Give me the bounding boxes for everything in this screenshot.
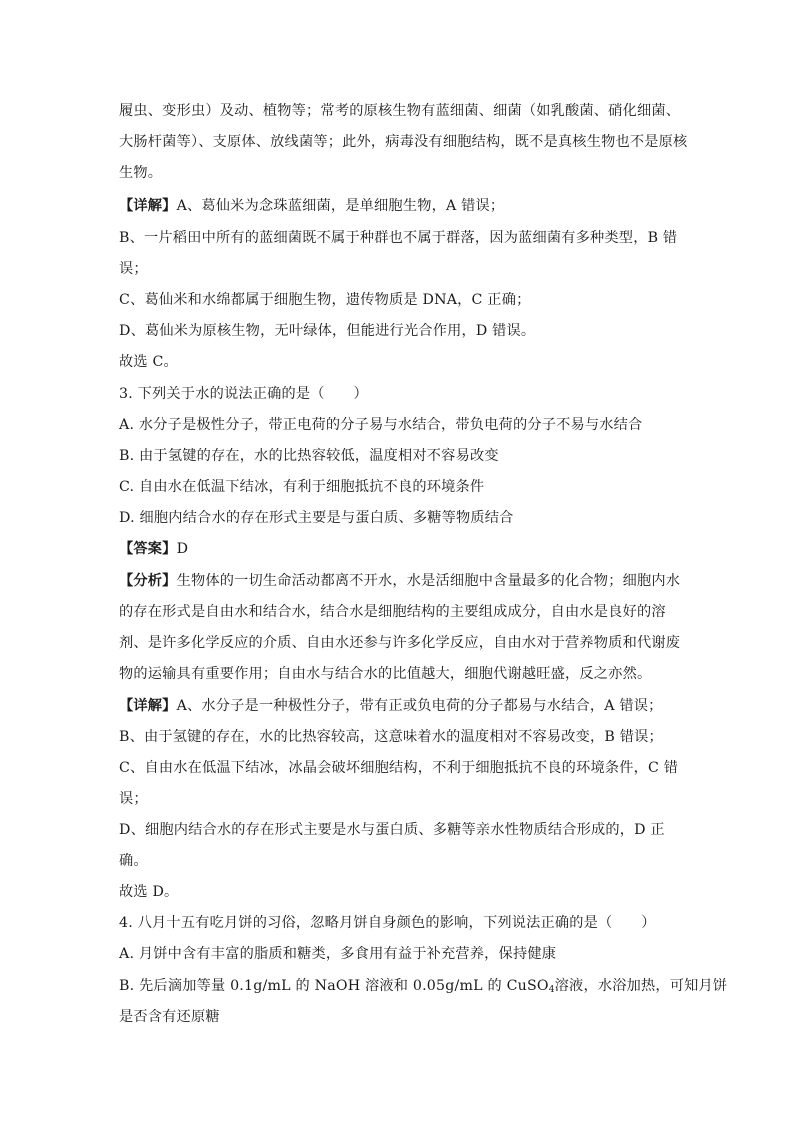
text-span: A、水分子是一种极性分子，带有正或负电荷的分子都易与水结合，A 错误； bbox=[176, 698, 663, 714]
text-span: A、葛仙米为念珠蓝细菌，是单细胞生物，A 错误； bbox=[176, 198, 505, 214]
text-line: 大肠杆菌等）、支原体、放线菌等；此外，病毒没有细胞结构，既不是真核生物也不是原核 bbox=[119, 134, 688, 150]
text-line: D、细胞内结合水的存在形式主要是水与蛋白质、多糖等亲水性物质结合形成的，D 正 bbox=[119, 822, 665, 838]
text-line: B、由于氢键的存在，水的比热容较高，这意味着水的温度相对不容易改变，B 错误； bbox=[119, 729, 663, 745]
option-b: B. 由于氢键的存在，水的比热容较低，温度相对不容易改变 bbox=[119, 448, 499, 464]
answer-tag: 【答案】 bbox=[119, 541, 177, 557]
text-line: 确。 bbox=[119, 853, 148, 869]
text-line: 是否含有还原糖 bbox=[119, 1009, 220, 1025]
analysis-paragraph bbox=[119, 571, 689, 591]
answer-value: D bbox=[176, 541, 189, 557]
detail-paragraph bbox=[119, 696, 689, 716]
text-line: B、一片稻田中所有的蓝细菌既不属于种群也不属于群落，因为蓝细菌有多种类型，B 错 bbox=[119, 230, 678, 246]
text-line: D、葛仙米为原核生物，无叶绿体，但能进行光合作用，D 错误。 bbox=[119, 323, 536, 339]
text-span: 溶液，水浴加热，可知月饼 bbox=[554, 978, 728, 994]
detail-tag: 【详解】 bbox=[119, 198, 177, 214]
text-line: 物的运输具有重要作用；自由水与结合水的比值越大，细胞代谢越旺盛，反之亦然。 bbox=[119, 666, 652, 682]
text-line: C、葛仙米和水绵都属于细胞生物，遗传物质是 DNA，C 正确； bbox=[119, 292, 531, 308]
analysis-tag: 【分析】 bbox=[119, 573, 177, 589]
text-line: 故选 D。 bbox=[119, 884, 179, 900]
subscript: 4 bbox=[548, 985, 555, 995]
question-3: 3. 下列关于水的说法正确的是（ ） bbox=[119, 386, 368, 402]
text-span: 生物体的一切生命活动都离不开水，水是活细胞中含量最多的化合物；细胞内水 bbox=[176, 573, 681, 589]
text-line: 剂、是许多化学反应的介质、自由水还参与许多化学反应，自由水对于营养物质和代谢废 bbox=[119, 635, 681, 651]
text-line: 履虫、变形虫）及动、植物等；常考的原核生物有蓝细菌、细菌（如乳酸菌、硝化细菌、 bbox=[119, 103, 681, 119]
question-4: 4. 八月十五有吃月饼的习俗，忽略月饼自身颜色的影响，下列说法正确的是（ ） bbox=[119, 915, 656, 931]
text-line: 的存在形式是自由水和结合水，结合水是细胞结构的主要组成成分，自由水是良好的溶 bbox=[119, 604, 666, 620]
option-a: A. 月饼中含有丰富的脂质和糖类，多食用有益于补充营养，保持健康 bbox=[119, 946, 557, 962]
text-line: 误； bbox=[119, 261, 148, 277]
option-c: C. 自由水在低温下结冰，有利于细胞抵抗不良的环境条件 bbox=[119, 479, 485, 495]
option-b bbox=[119, 976, 728, 996]
text-span: B. 先后滴加等量 0.1g/mL 的 NaOH 溶液和 0.05g/mL 的 CuSO bbox=[119, 978, 549, 994]
text-line: 误； bbox=[119, 791, 148, 807]
text-line: 生物。 bbox=[119, 165, 163, 181]
text-line: C、自由水在低温下结冰，冰晶会破坏细胞结构，不利于细胞抵抗不良的环境条件，C 错 bbox=[119, 760, 679, 776]
option-d: D. 细胞内结合水的存在形式主要是与蛋白质、多糖等物质结合 bbox=[119, 510, 514, 526]
detail-tag: 【详解】 bbox=[119, 698, 177, 714]
text-line: 故选 C。 bbox=[119, 354, 178, 370]
detail-paragraph bbox=[119, 196, 689, 216]
answer-line bbox=[119, 539, 689, 559]
option-a: A. 水分子是极性分子，带正电荷的分子易与水结合，带负电荷的分子不易与水结合 bbox=[119, 417, 643, 433]
